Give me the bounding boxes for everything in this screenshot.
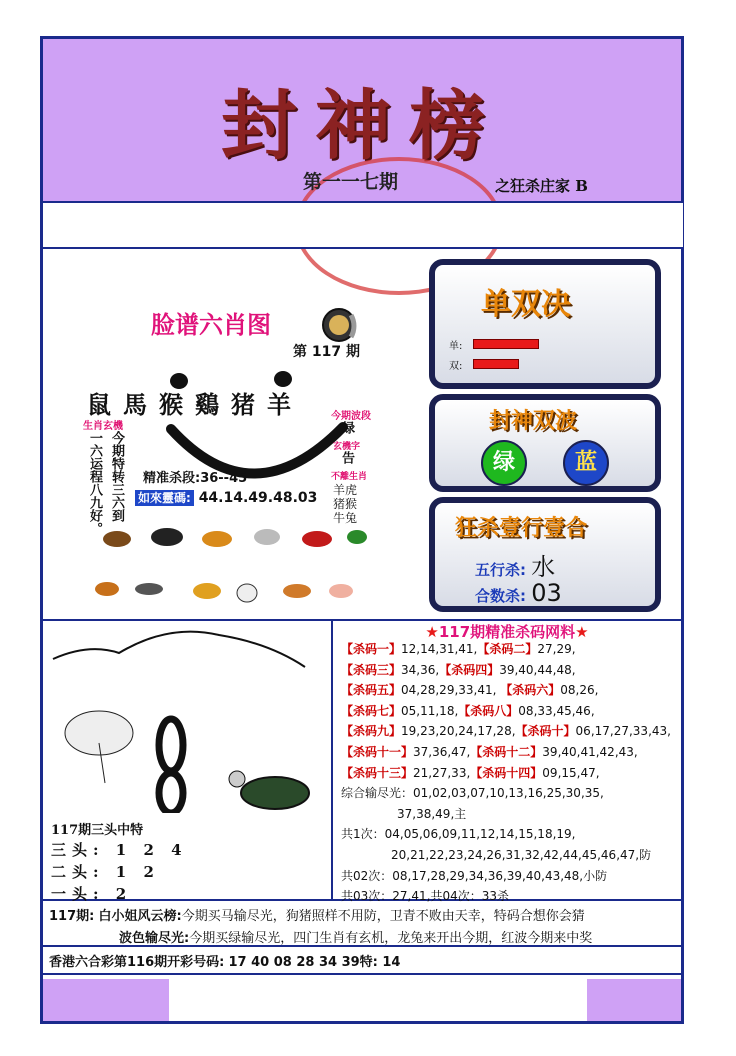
kill-code-line [341,763,681,784]
two-heads-label: 二头: [51,863,105,881]
kill-code-key: 【杀码六】 [500,683,561,698]
kill-summary-line: 20,21,22,23,24,26,31,32,42,44,45,46,47,防 [391,847,652,862]
animal-icon [302,531,332,547]
animal-icon [329,584,353,598]
bottom-row-3-numbers: 17 40 08 28 34 39特: 14 [228,955,401,970]
page-title: 封神榜 [221,81,503,170]
kill-code-key: 【杀码十三】 [341,765,414,780]
bottom-row-1-prefix: 117期: [49,909,95,924]
kill-code-key: 【杀码四】 [439,662,500,677]
kill-code-values: 27,29, [537,642,576,656]
two-heads-value: 1 2 [115,863,160,881]
animal-icon [103,531,131,547]
right-zodiac-1: 羊虎 [333,483,358,497]
kill-range: 精准杀段:36--45 [143,471,248,486]
single-bar [473,339,539,349]
mountain-rings-turtle-illustration [49,623,327,813]
star-icon: ★ [425,623,439,641]
right-head-label: 今期波段 [331,411,371,422]
kill-code-key: 【杀码九】 [341,724,402,739]
bottom-row-2-label: 波色输尽光: [119,931,190,946]
bottom-divider [43,945,681,947]
kill-code-line [341,680,681,701]
zodiac-animals-illustration [87,509,377,619]
kill-code-values: 39,40,41,42,43, [542,744,638,759]
left-col-2: 今期特转三六到 [109,431,124,522]
bottom-row-3 [49,951,400,970]
kill-code-values: 34,36, [401,662,440,677]
kill-code-values: 21,27,33, [413,765,471,780]
tree-icon [65,711,133,783]
right-sub-label: 玄機字 [333,442,361,452]
wave-green: 绿 [481,440,527,486]
one-head-label: 一头: [51,885,105,903]
mask-title: 脸谱六肖图 [151,310,271,339]
right-zodiac-2: 猪猴 [333,497,358,511]
animal-icon [283,584,311,598]
kill-code-key: 【杀码三】 [341,662,402,677]
one-head-value: 2 [115,885,133,903]
kill-code-values: 04,28,29,33,41, [401,683,501,698]
element-row [475,547,555,582]
element-value: 水 [531,553,556,581]
sum-value: 03 [531,579,562,607]
animal-icon [254,529,280,545]
star-icon: ★ [575,623,589,641]
double-label: 双: [449,361,463,372]
right-zodiac-3: 牛兔 [333,511,358,525]
kill-code-key: 【杀码十一】 [341,744,414,759]
kill-code-key: 【杀码一】 [341,642,402,656]
issue-label: 第一一七期 [303,171,399,193]
kill-summary-line: 37,38,49,主 [397,806,467,821]
animal-icon [151,528,183,546]
kill-code-key: 【杀码十】 [515,724,576,739]
kill-summary-line: 共1次：04,05,06,09,11,12,14,15,18,19, [341,827,576,842]
wave-title: 封神双波 [489,408,578,434]
zodiac-six: 鼠馬猴鷄猪羊 [87,390,303,419]
three-heads-title: 117期三头中特 [51,823,144,838]
single-label: 单: [449,341,463,352]
animal-icon [237,584,257,602]
animal-icon [193,583,221,599]
three-heads-label: 三头: [51,841,105,859]
animal-icon [347,530,367,544]
kill-code-line [341,660,681,681]
kill-code-values: 06,17,27,33,43, [575,724,671,739]
kill-code-key: 【杀码二】 [477,642,538,656]
kill-summary-line: 共02次：08,17,28,29,34,36,39,40,43,48,小防 [341,868,608,883]
kill-code-line [341,721,681,742]
single-double-panel [429,259,661,389]
issue-number: 第 117 期 [293,344,360,360]
kill-summary-line: 综合输尽光：01,02,03,07,10,13,16,25,30,35, [341,786,604,801]
kill-code-key: 【杀码五】 [341,683,402,698]
lucky-numbers [135,489,317,506]
bottom-row-1-label: 白小姐风云榜: [98,909,182,924]
bottom-row-2 [119,927,592,946]
bottom-row-2-text: 今期买绿输尽光，四门生肖有玄机，龙兔来开出今期，红波今期来中奖 [189,931,593,946]
kill-code-values: 05,11,18, [401,703,459,718]
kill-code-values: 12,14,31,41, [401,642,478,656]
kill-code-key: 【杀码七】 [341,703,402,718]
lucky-numbers-value: 44.14.49.48.03 [198,490,318,506]
blank-strip [43,201,683,249]
double-bar [473,359,519,369]
three-heads-row [51,839,188,860]
kill-code-line [341,639,681,660]
bottom-row-3-label: 香港六合彩第116期开彩号码: [49,955,225,970]
animal-icon [202,531,232,547]
kill-code-values: 08,33,45,46, [518,703,595,718]
kill-code-values: 19,23,20,24,17,28, [401,724,516,739]
footer-divider [43,973,681,975]
right-word: 告 [339,451,354,464]
element-panel [429,497,661,612]
kill-codes-title-text: 117期精准杀码网料 [438,623,576,641]
left-col-1: 一六运程八九好。 [87,431,102,535]
footer-right-band [587,979,681,1021]
kill-code-values: 08,26, [560,683,599,698]
bottom-row-1-text: 今期买马输尽光，狗猪照样不用防，卫青不败由天幸，特码合想你会猜 [181,909,585,924]
three-heads-value: 1 2 4 [115,841,188,859]
kill-code-key: 【杀码十二】 [470,744,543,759]
right-head-2: 不離生肖 [331,472,368,482]
animal-icon [135,583,163,595]
sum-label: 合数杀: [475,587,526,605]
subtitle: 之狂杀庄家 B [495,177,588,195]
right-wave: 绿 [339,421,354,434]
column-divider [331,619,333,899]
bottom-row-1 [49,905,585,924]
kill-code-values: 39,40,44,48, [499,662,576,677]
page-frame [40,36,684,1024]
sum-row [475,579,562,607]
turtle-icon [229,771,309,809]
wave-blue: 蓝 [563,440,609,486]
one-head-row [51,883,132,904]
wave-panel [429,394,661,492]
kill-code-key: 【杀码八】 [458,703,519,718]
kill-code-values: 09,15,47, [542,765,600,780]
kill-code-key: 【杀码十四】 [470,765,543,780]
mountain-icon [53,632,305,667]
element-label: 五行杀: [475,561,526,579]
kill-codes-list [341,639,681,907]
kill-summary-line: 共03次：27,41,共04次：33杀 [341,889,509,904]
lucky-numbers-label: 如來靈碼: [135,490,194,506]
animal-icon [95,582,119,596]
kill-code-line [341,701,681,722]
footer-left-band [43,979,169,1021]
left-head-label: 生肖玄機 [83,421,123,432]
element-title: 狂杀壹行壹合 [455,515,588,541]
single-double-title: 单双决 [481,287,571,322]
two-heads-row [51,861,160,882]
kill-code-line [341,742,681,763]
rings-icon [159,719,183,813]
kill-code-values: 37,36,47, [413,744,471,759]
